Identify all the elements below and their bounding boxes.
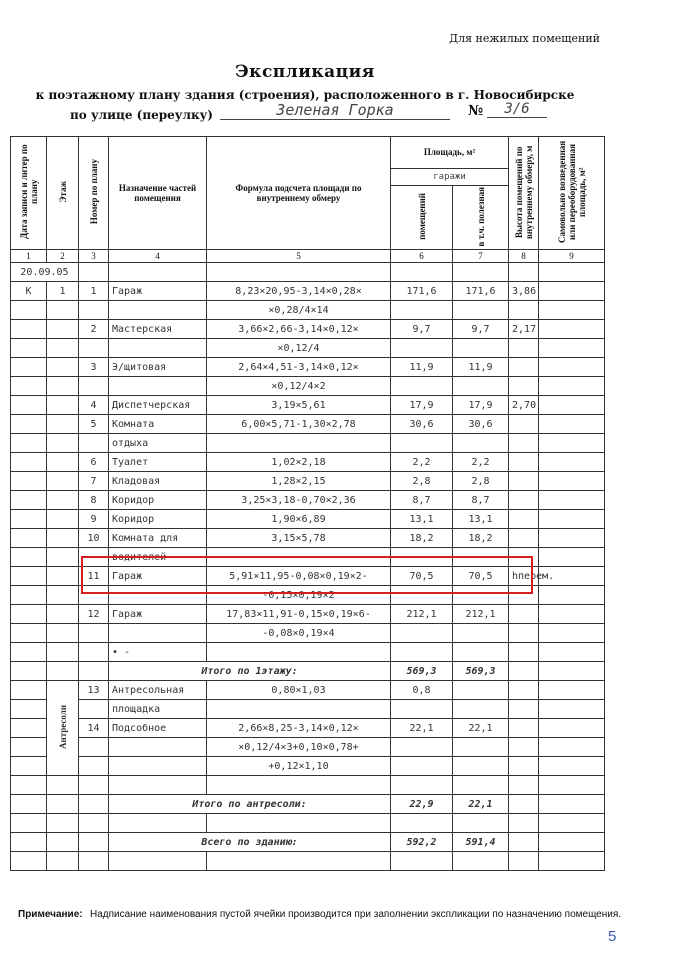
- plan-number-cell: [79, 643, 109, 662]
- litera-cell: [11, 643, 47, 662]
- plan-number-cell: [79, 738, 109, 757]
- plan-number-cell: 1: [79, 282, 109, 301]
- floor-cell: [47, 643, 79, 662]
- litera-cell: [11, 339, 47, 358]
- plan-number-cell: 6: [79, 453, 109, 472]
- useful-area-cell: [453, 738, 509, 757]
- height-cell: [509, 719, 539, 738]
- formula-cell: -0,15×0,19×2: [207, 586, 391, 605]
- formula-cell: 0,80×1,03: [207, 681, 391, 700]
- formula-cell: ×0,12/4×2: [207, 377, 391, 396]
- useful-area-cell: 2,8: [453, 472, 509, 491]
- useful-area-cell: 11,9: [453, 358, 509, 377]
- useful-area-cell: 22,1: [453, 719, 509, 738]
- useful-area-cell: [453, 434, 509, 453]
- note-label: Примечание:: [18, 909, 83, 920]
- litera-cell: [11, 377, 47, 396]
- useful-area-cell: 18,2: [453, 529, 509, 548]
- plan-number-cell: 14: [79, 719, 109, 738]
- table-header-row: [11, 137, 605, 169]
- height-cell: [509, 510, 539, 529]
- table-row: [11, 738, 605, 757]
- litera-cell: [11, 681, 47, 700]
- litera-cell: [11, 358, 47, 377]
- purpose-cell: [109, 624, 207, 643]
- area-cell: 18,2: [391, 529, 453, 548]
- useful-area-cell: [453, 339, 509, 358]
- unauthorized-area-cell: [539, 757, 605, 776]
- mezzanine-label-cell: [47, 681, 79, 776]
- floor-cell: [47, 339, 79, 358]
- formula-cell: 1,90×6,89: [207, 510, 391, 529]
- purpose-cell: Комната: [109, 415, 207, 434]
- formula-cell: [207, 700, 391, 719]
- total-building-label: Всего по зданию:: [109, 833, 391, 852]
- plan-number-cell: 11: [79, 567, 109, 586]
- table-row: [11, 681, 605, 700]
- table-row: [11, 491, 605, 510]
- purpose-cell: Гараж: [109, 567, 207, 586]
- purpose-cell: Гараж: [109, 282, 207, 301]
- table-row: [11, 320, 605, 339]
- unauthorized-area-cell: [539, 377, 605, 396]
- area-cell: 22,1: [391, 719, 453, 738]
- plan-number-cell: 13: [79, 681, 109, 700]
- area-cell: [391, 643, 453, 662]
- formula-cell: 1,02×2,18: [207, 453, 391, 472]
- litera-cell: [11, 757, 47, 776]
- useful-area-cell: [453, 624, 509, 643]
- plan-number-cell: 10: [79, 529, 109, 548]
- floor-cell: [47, 396, 79, 415]
- area-cell: 30,6: [391, 415, 453, 434]
- height-cell: [509, 700, 539, 719]
- plan-number-cell: 7: [79, 472, 109, 491]
- plan-number-cell: 9: [79, 510, 109, 529]
- formula-cell: 3,25×3,18-0,70×2,36: [207, 491, 391, 510]
- floor-cell: 1: [47, 282, 79, 301]
- total-floor1-useful: 569,3: [453, 662, 509, 681]
- purpose-cell: Антресольная: [109, 681, 207, 700]
- table-row: [11, 529, 605, 548]
- height-cell: 2,70: [509, 396, 539, 415]
- purpose-cell: Кладовая: [109, 472, 207, 491]
- purpose-cell: водителей: [109, 548, 207, 567]
- total-floor1-label: [109, 662, 391, 681]
- area-cell: 70,5: [391, 567, 453, 586]
- litera-cell: [11, 605, 47, 624]
- litera-cell: [11, 586, 47, 605]
- unauthorized-area-cell: [539, 643, 605, 662]
- unauthorized-area-cell: [539, 719, 605, 738]
- unauthorized-area-cell: [539, 700, 605, 719]
- plan-number-cell: 8: [79, 491, 109, 510]
- total-mezzanine-label: Итого по антресоли:: [109, 795, 391, 814]
- floor-cell: [47, 510, 79, 529]
- height-cell: [509, 377, 539, 396]
- litera-cell: [11, 453, 47, 472]
- litera-cell: [11, 548, 47, 567]
- height-cell: [509, 624, 539, 643]
- table-row: [11, 624, 605, 643]
- floor-cell: [47, 320, 79, 339]
- unauthorized-area-cell: [539, 605, 605, 624]
- useful-area-cell: 30,6: [453, 415, 509, 434]
- purpose-cell: Коридор: [109, 510, 207, 529]
- table-row: [11, 358, 605, 377]
- useful-area-cell: [453, 757, 509, 776]
- formula-cell: +0,12×1,10: [207, 757, 391, 776]
- unauthorized-area-cell: [539, 510, 605, 529]
- purpose-cell: • -: [109, 643, 207, 662]
- useful-area-cell: 17,9: [453, 396, 509, 415]
- height-cell: [509, 472, 539, 491]
- floor-cell: [47, 415, 79, 434]
- document-title: Экспликация: [235, 62, 375, 82]
- useful-area-cell: [453, 681, 509, 700]
- height-cell: [509, 415, 539, 434]
- litera-cell: [11, 529, 47, 548]
- unauthorized-area-cell: [539, 738, 605, 757]
- table-row: [11, 757, 605, 776]
- purpose-cell: отдыха: [109, 434, 207, 453]
- purpose-cell: Туалет: [109, 453, 207, 472]
- area-cell: 212,1: [391, 605, 453, 624]
- area-cell: 0,8: [391, 681, 453, 700]
- height-cell: [509, 605, 539, 624]
- useful-area-cell: 8,7: [453, 491, 509, 510]
- purpose-cell: [109, 377, 207, 396]
- area-cell: 17,9: [391, 396, 453, 415]
- purpose-cell: Э/щитовая: [109, 358, 207, 377]
- table-row: [11, 377, 605, 396]
- purpose-cell: Мастерская: [109, 320, 207, 339]
- plan-number-cell: 5: [79, 415, 109, 434]
- litera-cell: [11, 301, 47, 320]
- area-cell: [391, 434, 453, 453]
- unauthorized-area-cell: [539, 624, 605, 643]
- floor-cell: [47, 491, 79, 510]
- litera-cell: [11, 434, 47, 453]
- table-row: [11, 700, 605, 719]
- formula-cell: -0,08×0,19×4: [207, 624, 391, 643]
- plan-number-cell: [79, 700, 109, 719]
- height-cell: [509, 681, 539, 700]
- formula-cell: 2,64×4,51-3,14×0,12×: [207, 358, 391, 377]
- formula-cell: 8,23×20,95-3,14×0,28×: [207, 282, 391, 301]
- purpose-cell: [109, 757, 207, 776]
- unauthorized-area-cell: [539, 681, 605, 700]
- house-number-value: 3/6: [487, 101, 547, 118]
- height-cell: 3,86: [509, 282, 539, 301]
- height-cell: [509, 453, 539, 472]
- unauthorized-area-cell: [539, 320, 605, 339]
- header-formula: Формула подсчета площади по внутреннему обмеру: [207, 137, 391, 250]
- table-row: [11, 719, 605, 738]
- header-plan-number: Номер по плану: [79, 137, 109, 250]
- formula-cell: 6,00×5,71-1,30×2,78: [207, 415, 391, 434]
- floor-cell: [47, 624, 79, 643]
- mezzanine-label: Антресоли: [57, 704, 68, 749]
- table-row: [11, 472, 605, 491]
- floor-cell: [47, 472, 79, 491]
- header-height: Высота помещений по внутреннему обмеру, м: [509, 137, 539, 250]
- floor-cell: [47, 453, 79, 472]
- header-area-group: Площадь, м²: [391, 137, 509, 169]
- header-date-litera: Дата записи и литер по плану: [11, 137, 47, 250]
- formula-cell: 3,15×5,78: [207, 529, 391, 548]
- table-row: [11, 510, 605, 529]
- total-mezzanine-useful: 22,1: [453, 795, 509, 814]
- formula-cell: 3,19×5,61: [207, 396, 391, 415]
- area-cell: 9,7: [391, 320, 453, 339]
- mezzanine-rows: [11, 681, 605, 776]
- plan-number-cell: 2: [79, 320, 109, 339]
- area-cell: 2,2: [391, 453, 453, 472]
- plan-number-cell: 12: [79, 605, 109, 624]
- plan-number-cell: 4: [79, 396, 109, 415]
- date-entry: 20.09.05: [11, 263, 79, 282]
- useful-area-cell: [453, 377, 509, 396]
- header-purpose: Назначение частей помещения: [109, 137, 207, 250]
- unauthorized-area-cell: [539, 491, 605, 510]
- plan-number-cell: [79, 624, 109, 643]
- area-cell: 2,8: [391, 472, 453, 491]
- table-row: [11, 605, 605, 624]
- page-number-mark: 5: [608, 928, 617, 945]
- height-cell: [509, 491, 539, 510]
- header-premises-area: помещений: [391, 186, 453, 250]
- table-row: [11, 434, 605, 453]
- table-row: [11, 396, 605, 415]
- useful-area-cell: 212,1: [453, 605, 509, 624]
- unauthorized-area-cell: [539, 339, 605, 358]
- floor-cell: [47, 434, 79, 453]
- litera-cell: [11, 396, 47, 415]
- height-cell: [509, 757, 539, 776]
- unauthorized-area-cell: [539, 472, 605, 491]
- formula-cell: 2,66×8,25-3,14×0,12×: [207, 719, 391, 738]
- total-floor1-label-text: Итого по 1этажу:: [201, 665, 298, 677]
- area-cell: [391, 738, 453, 757]
- floor-cell: [47, 377, 79, 396]
- unauthorized-area-cell: [539, 301, 605, 320]
- formula-cell: 5,91×11,95-0,08×0,19×2-: [207, 567, 391, 586]
- plan-number-cell: [79, 301, 109, 320]
- date-entry-row: [11, 263, 605, 282]
- note-text: Надписание наименования пустой ячейки производится при заполнении экспликации по назначению помещения.: [90, 909, 622, 920]
- litera-cell: [11, 624, 47, 643]
- document-subtitle: к поэтажному плану здания (строения), расположенного в г. Новосибирске: [35, 88, 575, 102]
- plan-number-cell: [79, 377, 109, 396]
- total-building-row: [11, 833, 605, 852]
- formula-cell: [207, 434, 391, 453]
- purpose-cell: [109, 738, 207, 757]
- height-cell: [509, 358, 539, 377]
- table-row: [11, 301, 605, 320]
- formula-cell: ×0,12/4×3+0,10×0,78+: [207, 738, 391, 757]
- total-building-useful: 591,4: [453, 833, 509, 852]
- area-cell: 171,6: [391, 282, 453, 301]
- height-cell: hперем.: [509, 567, 539, 586]
- area-cell: 11,9: [391, 358, 453, 377]
- column-number-row: 1 2 3 4 5 6 7 8 9: [11, 250, 605, 263]
- floor-cell: [47, 586, 79, 605]
- purpose-cell: Подсобное: [109, 719, 207, 738]
- header-area-subgroup: гаражи: [391, 168, 509, 185]
- header-floor: Этаж: [47, 137, 79, 250]
- highlight-frame-row-11: [81, 556, 533, 594]
- litera-cell: [11, 491, 47, 510]
- litera-cell: [11, 719, 47, 738]
- document-type-label: Для нежилых помещений: [449, 32, 600, 45]
- floor-cell: [47, 605, 79, 624]
- unauthorized-area-cell: [539, 453, 605, 472]
- purpose-cell: [109, 301, 207, 320]
- total-mezzanine-area: 22,9: [391, 795, 453, 814]
- unauthorized-area-cell: [539, 529, 605, 548]
- purpose-cell: Коридор: [109, 491, 207, 510]
- street-value: Зеленая Горка: [220, 101, 450, 120]
- height-cell: [509, 339, 539, 358]
- purpose-cell: Гараж: [109, 605, 207, 624]
- unauthorized-area-cell: [539, 282, 605, 301]
- area-cell: [391, 624, 453, 643]
- useful-area-cell: [453, 700, 509, 719]
- litera-cell: [11, 320, 47, 339]
- explication-table: [10, 136, 605, 871]
- unauthorized-area-cell: [539, 586, 605, 605]
- total-floor1-area: 569,3: [391, 662, 453, 681]
- useful-area-cell: 9,7: [453, 320, 509, 339]
- area-cell: 13,1: [391, 510, 453, 529]
- height-cell: 2,17: [509, 320, 539, 339]
- area-cell: [391, 377, 453, 396]
- table-row: [11, 453, 605, 472]
- useful-area-cell: 171,6: [453, 282, 509, 301]
- header-useful-area: в т.ч. полезная: [453, 186, 509, 250]
- litera-cell: К: [11, 282, 47, 301]
- formula-cell: 3,66×2,66-3,14×0,12×: [207, 320, 391, 339]
- header-unauthorized-area: Самовольно возведенная или переоборудованная площадь, м²: [539, 137, 605, 250]
- floor-cell: [47, 567, 79, 586]
- purpose-cell: Диспетчерская: [109, 396, 207, 415]
- plan-number-cell: [79, 339, 109, 358]
- height-cell: [509, 301, 539, 320]
- area-cell: [391, 301, 453, 320]
- total-floor1-row: [11, 662, 605, 681]
- floor1-rows: [11, 282, 605, 662]
- litera-cell: [11, 738, 47, 757]
- height-cell: [509, 434, 539, 453]
- area-cell: [391, 339, 453, 358]
- table-row: [11, 415, 605, 434]
- area-cell: [391, 757, 453, 776]
- total-building-area: 592,2: [391, 833, 453, 852]
- litera-cell: [11, 415, 47, 434]
- useful-area-cell: 13,1: [453, 510, 509, 529]
- area-cell: [391, 700, 453, 719]
- purpose-cell: [109, 339, 207, 358]
- useful-area-cell: [453, 643, 509, 662]
- purpose-cell: Комната для: [109, 529, 207, 548]
- floor-cell: [47, 358, 79, 377]
- purpose-cell: площадка: [109, 700, 207, 719]
- street-label: по улице (переулку): [70, 108, 213, 122]
- plan-number-cell: 3: [79, 358, 109, 377]
- formula-cell: ×0,12/4: [207, 339, 391, 358]
- litera-cell: [11, 510, 47, 529]
- unauthorized-area-cell: [539, 434, 605, 453]
- plan-number-cell: [79, 757, 109, 776]
- useful-area-cell: [453, 301, 509, 320]
- floor-cell: [47, 301, 79, 320]
- table-row: [11, 339, 605, 358]
- area-cell: 8,7: [391, 491, 453, 510]
- litera-cell: [11, 700, 47, 719]
- unauthorized-area-cell: [539, 415, 605, 434]
- unauthorized-area-cell: [539, 396, 605, 415]
- height-cell: [509, 738, 539, 757]
- table-row: [11, 643, 605, 662]
- litera-cell: [11, 567, 47, 586]
- formula-cell: [207, 643, 391, 662]
- formula-cell: ×0,28/4×14: [207, 301, 391, 320]
- height-cell: [509, 529, 539, 548]
- formula-cell: 17,83×11,91-0,15×0,19×6-: [207, 605, 391, 624]
- useful-area-cell: 70,5: [453, 567, 509, 586]
- unauthorized-area-cell: [539, 548, 605, 567]
- table-row: [11, 282, 605, 301]
- floor-cell: [47, 529, 79, 548]
- litera-cell: [11, 472, 47, 491]
- unauthorized-area-cell: [539, 358, 605, 377]
- floor-cell: [47, 548, 79, 567]
- useful-area-cell: 2,2: [453, 453, 509, 472]
- total-mezzanine-row: [11, 795, 605, 814]
- plan-number-cell: [79, 434, 109, 453]
- height-cell: [509, 643, 539, 662]
- house-number-label: №: [468, 103, 484, 119]
- formula-cell: 1,28×2,15: [207, 472, 391, 491]
